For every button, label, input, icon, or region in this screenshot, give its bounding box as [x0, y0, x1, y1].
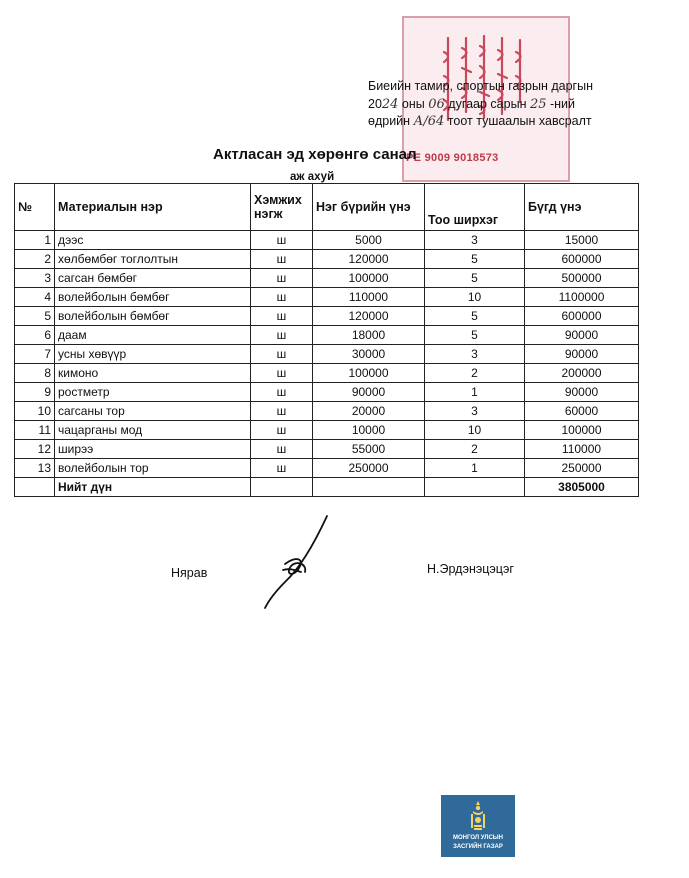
handwritten-signature: [255, 512, 345, 612]
cell-price: 90000: [313, 383, 425, 402]
approval-note: [368, 78, 593, 131]
cell-total: 110000: [525, 440, 639, 459]
header-name: Материалын нэр: [55, 184, 251, 231]
cell-unit: ш: [251, 364, 313, 383]
grand-total: 3805000: [525, 478, 639, 497]
total-label: Нийт дүн: [55, 478, 251, 497]
cell-name: дээс: [55, 231, 251, 250]
cell-total: 1100000: [525, 288, 639, 307]
cell-total: 200000: [525, 364, 639, 383]
cell-total: 90000: [525, 345, 639, 364]
cell-no: 4: [15, 288, 55, 307]
cell-no: 13: [15, 459, 55, 478]
table-header-row: [15, 184, 639, 231]
cell-qty: 2: [425, 440, 525, 459]
cell-qty: 3: [425, 231, 525, 250]
cell-price: 250000: [313, 459, 425, 478]
storekeeper-label: Нярав: [171, 566, 208, 580]
cell-name: сагсаны тор: [55, 402, 251, 421]
table-row: [15, 307, 639, 326]
cell-total: 15000: [525, 231, 639, 250]
cell-name: волейболын тор: [55, 459, 251, 478]
cell-unit: ш: [251, 421, 313, 440]
approval-line-1: Биеийн тамир, спортын газрын даргын: [368, 79, 594, 93]
cell-no: 2: [15, 250, 55, 269]
cell-unit: ш: [251, 269, 313, 288]
cell-unit: ш: [251, 402, 313, 421]
header-price: Нэг бүрийн үнэ: [313, 184, 425, 231]
cell-unit: ш: [251, 440, 313, 459]
cell-qty: 2: [425, 364, 525, 383]
cell-no: 10: [15, 402, 55, 421]
cell-unit: ш: [251, 307, 313, 326]
cell-name: хөлбөмбөг тоглолтын: [55, 250, 251, 269]
cell-name: ширээ: [55, 440, 251, 459]
table-row: [15, 250, 639, 269]
logo-line-1: МОНГОЛ УЛСЫН: [453, 835, 503, 841]
cell-no: 3: [15, 269, 55, 288]
cell-total: 90000: [525, 326, 639, 345]
table-row: [15, 440, 639, 459]
cell-qty: 5: [425, 269, 525, 288]
header-total: Бүгд үнэ: [525, 184, 639, 231]
cell-no: 11: [15, 421, 55, 440]
cell-price: 20000: [313, 402, 425, 421]
handwritten-month: 06: [428, 96, 445, 112]
cell-qty: 5: [425, 326, 525, 345]
handwritten-order-number: А/64: [413, 114, 445, 129]
cell-price: 18000: [313, 326, 425, 345]
cell-qty: 10: [425, 288, 525, 307]
cell-name: волейболын бөмбөг: [55, 307, 251, 326]
cell-unit: ш: [251, 459, 313, 478]
header-no: №: [15, 184, 55, 231]
logo-line-2: ЗАСГИЙН ГАЗАР: [453, 844, 503, 850]
table-row: [15, 269, 639, 288]
cell-no: 5: [15, 307, 55, 326]
cell-unit: ш: [251, 231, 313, 250]
assets-table: [14, 183, 639, 497]
cell-price: 100000: [313, 364, 425, 383]
table-row: [15, 345, 639, 364]
table-row: [15, 288, 639, 307]
cell-qty: 5: [425, 307, 525, 326]
cell-name: даам: [55, 326, 251, 345]
cell-total: 60000: [525, 402, 639, 421]
government-logo: [441, 795, 515, 857]
signer-name: Н.Эрдэнэцэцэг: [427, 562, 514, 576]
handwritten-day: 25: [529, 96, 547, 112]
cell-total: 600000: [525, 250, 639, 269]
table-body: [15, 231, 639, 478]
total-row: [15, 478, 639, 497]
header-unit: Хэмжих нэгж: [251, 184, 313, 231]
cell-price: 10000: [313, 421, 425, 440]
table-row: [15, 364, 639, 383]
cell-total: 500000: [525, 269, 639, 288]
cell-unit: ш: [251, 250, 313, 269]
handwritten-year: 24: [381, 96, 399, 112]
document-title: Актласан эд хөрөнгө санал: [213, 146, 417, 163]
table-row: [15, 383, 639, 402]
cell-name: кимоно: [55, 364, 251, 383]
cell-name: ростметр: [55, 383, 251, 402]
cell-qty: 1: [425, 383, 525, 402]
cell-qty: 3: [425, 402, 525, 421]
cell-no: 6: [15, 326, 55, 345]
table-row: [15, 231, 639, 250]
cell-no: 1: [15, 231, 55, 250]
cell-qty: 5: [425, 250, 525, 269]
cell-price: 120000: [313, 307, 425, 326]
cell-no: 9: [15, 383, 55, 402]
cell-no: 8: [15, 364, 55, 383]
table-row: [15, 421, 639, 440]
cell-qty: 10: [425, 421, 525, 440]
cell-qty: 1: [425, 459, 525, 478]
cell-total: 100000: [525, 421, 639, 440]
approval-line-3: өдрийн А/64 тоот тушаалын хавсралт: [368, 114, 592, 129]
cell-unit: ш: [251, 288, 313, 307]
cell-unit: ш: [251, 345, 313, 364]
cell-qty: 3: [425, 345, 525, 364]
cell-price: 110000: [313, 288, 425, 307]
cell-no: 12: [15, 440, 55, 459]
cell-total: 600000: [525, 307, 639, 326]
approval-line-2: 2024 оны 06 дугаар сарын 25 -ний: [368, 96, 576, 112]
header-qty: Тоо ширхэг: [425, 184, 525, 231]
cell-no: 7: [15, 345, 55, 364]
cell-name: чацарганы мод: [55, 421, 251, 440]
cell-price: 5000: [313, 231, 425, 250]
cell-total: 250000: [525, 459, 639, 478]
cell-name: волейболын бөмбөг: [55, 288, 251, 307]
table-row: [15, 402, 639, 421]
cell-price: 55000: [313, 440, 425, 459]
cell-unit: ш: [251, 383, 313, 402]
table-row: [15, 459, 639, 478]
document-subtitle: аж ахуй: [290, 171, 335, 183]
soyombo-icon: [468, 801, 488, 831]
cell-price: 100000: [313, 269, 425, 288]
cell-unit: ш: [251, 326, 313, 345]
cell-name: усны хөвүүр: [55, 345, 251, 364]
cell-total: 90000: [525, 383, 639, 402]
table-row: [15, 326, 639, 345]
cell-name: сагсан бөмбөг: [55, 269, 251, 288]
stamp-number: РЕ 9009 9018573: [406, 152, 499, 164]
cell-price: 30000: [313, 345, 425, 364]
cell-price: 120000: [313, 250, 425, 269]
